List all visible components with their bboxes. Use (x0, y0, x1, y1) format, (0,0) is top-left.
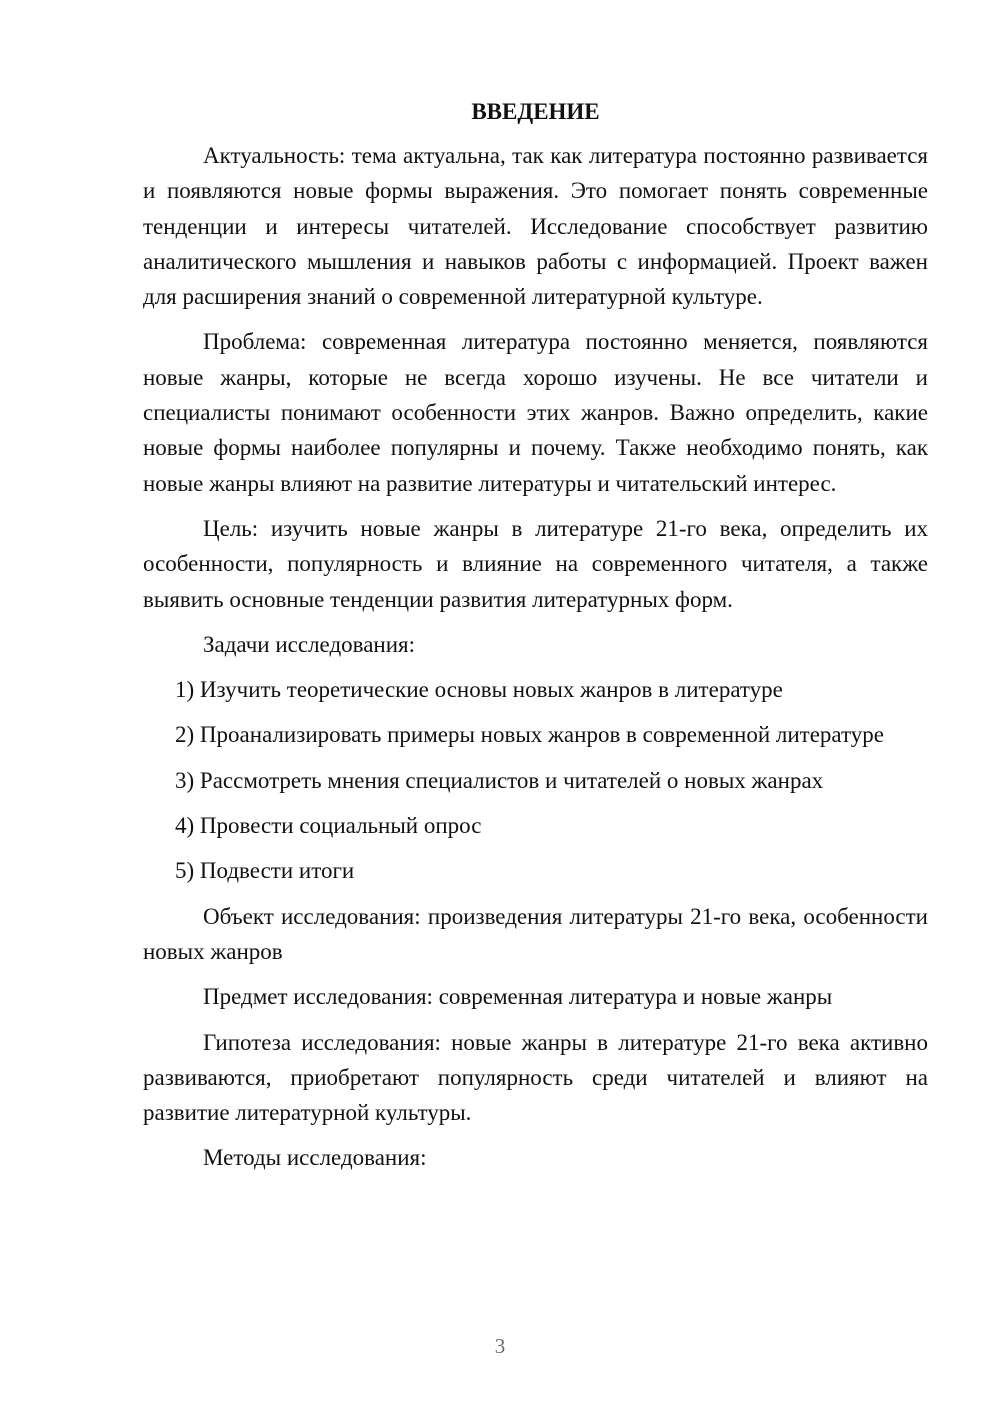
task-item: 2) Проанализировать примеры новых жанров в современной литературе (175, 722, 885, 748)
object-paragraph: Объект исследования: произведения литературы 21-го века, особенности новых жанров (143, 903, 928, 964)
page-number: 3 (494, 1334, 506, 1358)
task-item: 5) Подвести итоги (175, 858, 355, 884)
section-heading: ВВЕДЕНИЕ (471, 99, 600, 124)
goal-paragraph: Цель: изучить новые жанры в литературе 21-го века, определить их особенности, популярность и влияние на современного читателя, а также выявить основные тенденции развития литературных форм. (143, 515, 928, 612)
methods-title: Методы исследования: (203, 1145, 427, 1171)
tasks-title: Задачи исследования: (203, 631, 416, 657)
relevance-paragraph: Актуальность: тема актуальна, так как литература постоянно развивается и появляются новые формы выражения. Это помогает понять современные тенденции и интересы читателей. Исследование способствует развитию аналитического мышления и навыков работы с информацией. Проект важен для расширения знаний о современной литературной культуре. (143, 143, 928, 310)
task-item: 4) Провести социальный опрос (175, 813, 482, 839)
document-page (143, 94, 928, 1186)
hypothesis-paragraph: Гипотеза исследования: новые жанры в литературе 21-го века активно развиваются, приобретают популярность среди читателей и влияют на развитие литературной культуры. (143, 1029, 928, 1126)
problem-paragraph: Проблема: современная литература постоянно меняется, появляются новые жанры, которые не всегда хорошо изучены. Не все читатели и специалисты понимают особенности этих жанров. Важно определить, какие новые формы наиболее популярны и почему. Также необходимо понять, как новые жанры влияют на развитие литературы и читательский интерес. (143, 329, 928, 496)
task-item: 3) Рассмотреть мнения специалистов и читателей о новых жанрах (175, 767, 824, 793)
task-item: 1) Изучить теоретические основы новых жанров в литературе (175, 677, 783, 703)
subject-paragraph: Предмет исследования: современная литература и новые жанры (203, 984, 833, 1010)
